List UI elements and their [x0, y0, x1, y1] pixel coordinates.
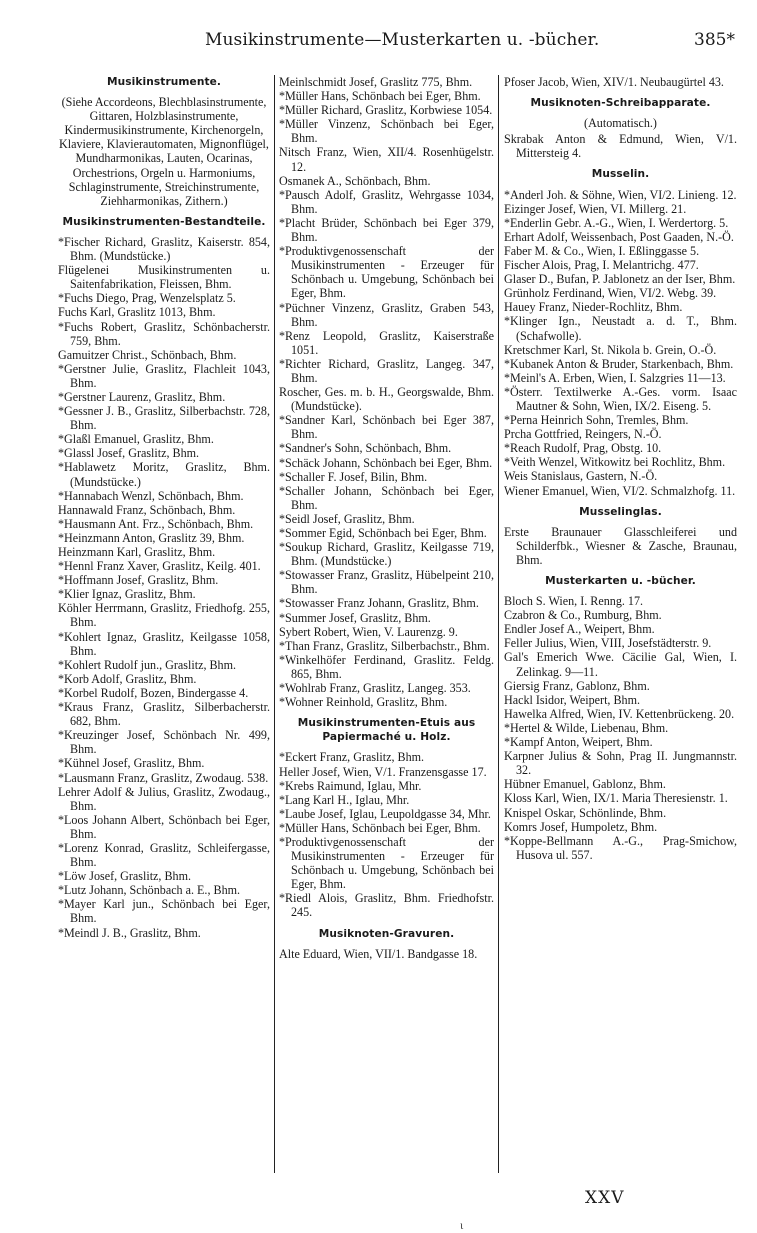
- column-divider-2: [498, 75, 499, 1173]
- directory-entry: *Perna Heinrich Sohn, Tremles, Bhm.: [504, 413, 689, 428]
- directory-entry: *Schaller Johann, Schönbach bei Eger, Bhm.: [279, 483, 494, 512]
- directory-entry: Glaser D., Bufan, P. Jablonetz an der Iser, Bhm.: [504, 272, 736, 287]
- directory-entry: *Eckert Franz, Graslitz, Bhm.: [279, 750, 425, 765]
- directory-entry: *Meinl's A. Erben, Wien, I. Salzgries 11—13.: [504, 370, 726, 385]
- directory-entry: Grünholz Ferdinand, Wien, VI/2. Webg. 39.: [504, 286, 717, 301]
- directory-entry: *Stowasser Franz, Graslitz, Hübelpeint 210, Bhm.: [279, 568, 494, 597]
- directory-entry: Meinlschmidt Josef, Graslitz 775, Bhm.: [279, 75, 473, 89]
- directory-entry: *Reach Rudolf, Prag, Obstg. 10.: [504, 441, 662, 456]
- directory-entry: Knispel Oskar, Schönlinde, Bhm.: [504, 805, 667, 820]
- directory-entry: Erhart Adolf, Weissenbach, Post Gaaden, N.-Ö.: [504, 229, 734, 244]
- directory-entry: *Püchner Vinzenz, Graslitz, Graben 543, Bhm.: [279, 300, 494, 329]
- cross-reference-note: (Siehe Accordeons, Blechblasinstrumente, Gittaren, Holzblasinstrumente, Kindermusikinstrumente, Kirchenorgeln, Klaviere, Klavierautomaten, Mignonflügel, Mundharmonikas, Lauten, Ocarinas, Orchestrions, Orgeln u. Harmoniums, Schlaginstrumente, Streichinstrumente, Ziehharmonikas, Zithern.): [59, 95, 269, 208]
- directory-entry: Roscher, Ges. m. b. H., Georgswalde, Bhm. (Mundstücke).: [279, 385, 494, 414]
- directory-entry: *Koppe-Bellmann A.-G., Prag-Smichow, Husova ul. 557.: [504, 833, 737, 862]
- directory-entry: Wiener Emanuel, Wien, VI/2. Schmalzhofg. 11.: [504, 483, 736, 498]
- directory-entry: *Veith Wenzel, Witkowitz bei Rochlitz, Bhm.: [504, 455, 726, 470]
- directory-entry: Bloch S. Wien, I. Renng. 17.: [504, 594, 644, 609]
- directory-entry: *Fuchs Diego, Prag, Wenzelsplatz 5.: [58, 291, 236, 306]
- directory-entry: *Lutz Johann, Schönbach a. E., Bhm.: [58, 883, 241, 898]
- column-right: [504, 75, 737, 862]
- directory-entry: *Kubanek Anton & Bruder, Starkenbach, Bhm.: [504, 356, 734, 371]
- directory-entry: Weis Stanislaus, Gastern, N.-Ö.: [504, 469, 658, 484]
- directory-entry: *Kühnel Josef, Graslitz, Bhm.: [58, 756, 205, 771]
- directory-entry: *Than Franz, Graslitz, Silberbachstr., Bhm.: [279, 638, 490, 653]
- directory-entry: Hannawald Franz, Schönbach, Bhm.: [58, 502, 236, 517]
- directory-entry: *Pausch Adolf, Graslitz, Wehrgasse 1034, Bhm.: [279, 187, 494, 216]
- directory-entry: Osmanek A., Schönbach, Bhm.: [279, 173, 431, 188]
- directory-entry: *Lang Karl H., Iglau, Mhr.: [279, 792, 410, 807]
- directory-entry: *Stowasser Franz Johann, Graslitz, Bhm.: [279, 596, 479, 611]
- page-number: 385*: [694, 30, 735, 50]
- directory-entry: *Heinzmann Anton, Graslitz 39, Bhm.: [58, 530, 245, 545]
- directory-entry: *Krebs Raimund, Iglau, Mhr.: [279, 778, 422, 793]
- directory-entry: *Hoffmann Josef, Graslitz, Bhm.: [58, 573, 219, 588]
- directory-entry: Endler Josef A., Weipert, Bhm.: [504, 622, 655, 637]
- directory-entry: *Löw Josef, Graslitz, Bhm.: [58, 869, 192, 884]
- section-heading: Musikinstrumenten-Etuis aus Papiermaché u. Holz.: [297, 717, 476, 744]
- directory-entry: *Glassl Josef, Graslitz, Bhm.: [58, 446, 200, 461]
- directory-entry: *Österr. Textilwerke A.-Ges. vorm. Isaac Mautner & Sohn, Wien, IX/2. Eiseng. 5.: [504, 384, 737, 413]
- section-note: (Automatisch.): [584, 116, 657, 131]
- directory-entry: Skrabak Anton & Edmund, Wien, V/1. Mittersteig 4.: [504, 132, 737, 161]
- directory-entry: *Sommer Egid, Schönbach bei Eger, Bhm.: [279, 526, 487, 540]
- directory-entry: Kretschmer Karl, St. Nikola b. Grein, O.-Ö.: [504, 342, 717, 357]
- directory-entry: Heller Josef, Wien, V/1. Franzensgasse 17.: [279, 764, 487, 779]
- section-heading: Musikinstrumente.: [106, 76, 222, 88]
- directory-entry: *Kraus Franz, Graslitz, Silberbacherstr. 682, Bhm.: [58, 700, 270, 729]
- directory-entry: Kloss Karl, Wien, IX/1. Maria Theresienstr. 1.: [504, 791, 728, 806]
- directory-entry: *Korb Adolf, Graslitz, Bhm.: [58, 671, 197, 686]
- directory-entry: Faber M. & Co., Wien, I. Eßlinggasse 5.: [504, 243, 700, 258]
- directory-entry: *Kreuzinger Josef, Schönbach Nr. 499, Bhm.: [58, 728, 270, 757]
- column-left: [58, 75, 270, 940]
- signature-mark: XXV: [585, 1188, 625, 1208]
- directory-entry: Heinzmann Karl, Graslitz, Bhm.: [58, 545, 216, 559]
- directory-entry: *Meindl J. B., Graslitz, Bhm.: [58, 925, 201, 940]
- directory-entry: Hackl Isidor, Weipert, Bhm.: [504, 692, 641, 707]
- directory-entry: *Kohlert Rudolf jun., Graslitz, Bhm.: [58, 657, 237, 672]
- directory-entry: Komrs Josef, Humpoletz, Bhm.: [504, 819, 658, 834]
- directory-entry: *Placht Brüder, Schönbach bei Eger 379, Bhm.: [279, 215, 494, 245]
- directory-entry: Gamuitzer Christ., Schönbach, Bhm.: [58, 347, 237, 362]
- directory-entry: *Fuchs Robert, Graslitz, Schönbacherstr. 759, Bhm.: [58, 319, 270, 348]
- column-divider-1: [274, 75, 275, 1173]
- section-heading: Musselin.: [591, 168, 650, 181]
- directory-entry: *Hausmann Ant. Frz., Schönbach, Bhm.: [58, 516, 254, 531]
- directory-entry: Feller Julius, Wien, VIII, Josefstädterstr. 9.: [504, 636, 712, 651]
- section-heading: Musiknoten-Gravuren.: [318, 927, 455, 940]
- directory-entry: *Korbel Rudolf, Bozen, Bindergasse 4.: [58, 685, 249, 700]
- directory-entry: *Seidl Josef, Graslitz, Bhm.: [279, 511, 415, 526]
- directory-entry: Eizinger Josef, Wien, VI. Millerg. 21.: [504, 201, 687, 216]
- directory-entry: Nitsch Franz, Wien, XII/4. Rosenhügelstr. 12.: [279, 145, 494, 174]
- directory-entry: *Laube Josef, Iglau, Leupoldgasse 34, Mhr.: [279, 806, 491, 821]
- section-heading: Musterkarten u. -bücher.: [545, 575, 696, 587]
- directory-entry: *Hannabach Wenzl, Schönbach, Bhm.: [58, 488, 244, 503]
- directory-entry: *Müller Hans, Schönbach bei Eger, Bhm.: [279, 820, 481, 835]
- columns: [58, 75, 738, 1185]
- directory-entry: Flügelenei Musikinstrumenten u. Saitenfabrikation, Fleissen, Bhm.: [58, 263, 270, 292]
- directory-entry: Czabron & Co., Rumburg, Bhm.: [504, 608, 662, 623]
- directory-entry: *Wohlrab Franz, Graslitz, Langeg. 353.: [279, 681, 471, 696]
- directory-entry: *Kohlert Ignaz, Graslitz, Keilgasse 1058, Bhm.: [58, 629, 270, 658]
- directory-entry: Pfoser Jacob, Wien, XIV/1. Neubaugürtel 43.: [504, 75, 724, 89]
- directory-entry: *Summer Josef, Graslitz, Bhm.: [279, 610, 431, 625]
- section-heading: Musiknoten-Schreibapparate.: [530, 97, 711, 110]
- directory-entry: *Soukup Richard, Graslitz, Keilgasse 719, Bhm. (Mundstücke.): [279, 540, 494, 569]
- directory-entry: *Lausmann Franz, Graslitz, Zwodaug. 538.: [58, 770, 269, 785]
- directory-entry: Lehrer Adolf & Julius, Graslitz, Zwodaug., Bhm.: [58, 784, 270, 813]
- directory-entry: *Gessner J. B., Graslitz, Silberbachstr. 728, Bhm.: [58, 404, 270, 433]
- directory-entry: Giersig Franz, Gablonz, Bhm.: [504, 678, 650, 693]
- directory-entry: Hawelka Alfred, Wien, IV. Kettenbrückeng. 20.: [504, 706, 735, 721]
- directory-entry: *Müller Richard, Graslitz, Korbwiese 1054.: [279, 103, 493, 118]
- directory-entry: *Hennl Franz Xaver, Graslitz, Keilg. 401.: [58, 559, 261, 574]
- directory-entry: *Riedl Alois, Graslitz, Bhm. Friedhofstr. 245.: [279, 891, 494, 920]
- directory-entry: *Mayer Karl jun., Schönbach bei Eger, Bhm.: [58, 897, 270, 926]
- directory-entry: *Schäck Johann, Schönbach bei Eger, Bhm.: [279, 455, 493, 470]
- directory-entry: *Enderlin Gebr. A.-G., Wien, I. Werdertorg. 5.: [504, 215, 729, 230]
- directory-entry: *Hertel & Wilde, Liebenau, Bhm.: [504, 720, 669, 735]
- directory-entry: *Kampf Anton, Weipert, Bhm.: [504, 735, 653, 750]
- directory-entry: *Anderl Joh. & Söhne, Wien, VI/2. Linieng. 12.: [504, 187, 737, 202]
- directory-entry: *Müller Vinzenz, Schönbach bei Eger, Bhm.: [279, 117, 494, 146]
- directory-entry: *Renz Leopold, Graslitz, Kaiserstraße 1051.: [279, 328, 494, 357]
- directory-entry: *Schaller F. Josef, Bilin, Bhm.: [279, 469, 428, 484]
- directory-entry: *Gerstner Laurenz, Graslitz, Bhm.: [58, 389, 226, 404]
- header-title: Musikinstrumente—Musterkarten u. -bücher.: [205, 30, 600, 50]
- directory-entry: *Richter Richard, Graslitz, Langeg. 347, Bhm.: [279, 356, 494, 385]
- directory-entry: Hübner Emanuel, Gablonz, Bhm.: [504, 777, 666, 792]
- directory-entry: Karpner Julius & Sohn, Prag II. Jungmannstr. 32.: [504, 749, 737, 778]
- directory-entry: Sybert Robert, Wien, V. Laurenzg. 9.: [279, 624, 458, 639]
- directory-entry: *Loos Johann Albert, Schönbach bei Eger, Bhm.: [58, 812, 270, 841]
- directory-entry: *Produktivgenossenschaft der Musikinstrumenten - Erzeuger für Schönbach u. Umgebung, Schönbach bei Eger, Bhm.: [279, 244, 494, 301]
- directory-entry: *Fischer Richard, Graslitz, Kaiserstr. 854, Bhm. (Mundstücke.): [58, 234, 270, 264]
- directory-entry: Prcha Gottfried, Reingers, N.-Ö.: [504, 427, 662, 442]
- directory-entry: *Wohner Reinhold, Graslitz, Bhm.: [279, 695, 448, 710]
- stray-mark: ι: [460, 1218, 464, 1232]
- directory-entry: Fuchs Karl, Graslitz 1013, Bhm.: [58, 305, 216, 320]
- directory-entry: *Gerstner Julie, Graslitz, Flachleit 1043, Bhm.: [58, 361, 270, 390]
- directory-entry: Gal's Emerich Wwe. Cäcilie Gal, Wien, I. Zelinkag. 9—11.: [504, 650, 737, 679]
- section-heading: Musikinstrumenten-Bestandteile.: [62, 215, 266, 228]
- directory-entry: Köhler Herrmann, Graslitz, Friedhofg. 255, Bhm.: [58, 601, 270, 630]
- directory-entry: *Sandner Karl, Schönbach bei Eger 387, Bhm.: [279, 413, 494, 442]
- directory-entry: *Sandner's Sohn, Schönbach, Bhm.: [279, 441, 452, 456]
- directory-entry: *Winkelhöfer Ferdinand, Graslitz. Feldg. 865, Bhm.: [279, 652, 494, 681]
- directory-entry: *Glaßl Emanuel, Graslitz, Bhm.: [58, 432, 214, 447]
- running-header: [55, 30, 735, 60]
- directory-entry: *Müller Hans, Schönbach bei Eger, Bhm.: [279, 89, 481, 104]
- column-middle: [279, 75, 494, 961]
- directory-entry: *Klinger Ign., Neustadt a. d. T., Bhm. (Schafwolle).: [504, 314, 737, 343]
- directory-entry: Fischer Alois, Prag, I. Melantrichg. 477.: [504, 258, 699, 273]
- directory-entry: *Produktivgenossenschaft der Musikinstrumenten - Erzeuger für Schönbach u. Umgebung, Schönbach bei Eger, Bhm.: [279, 834, 494, 892]
- directory-entry: Alte Eduard, Wien, VII/1. Bandgasse 18.: [279, 946, 478, 961]
- directory-entry: Hauey Franz, Nieder-Rochlitz, Bhm.: [504, 300, 683, 315]
- directory-entry: *Lorenz Konrad, Graslitz, Schleifergasse, Bhm.: [58, 840, 270, 870]
- directory-entry: *Klier Ignaz, Graslitz, Bhm.: [58, 587, 196, 602]
- section-heading: Musselinglas.: [579, 505, 662, 518]
- directory-entry: Erste Braunauer Glasschleiferei und Schilderfbk., Wiesner & Zasche, Braunau, Bhm.: [504, 524, 737, 567]
- directory-entry: *Hablawetz Moritz, Graslitz, Bhm. (Mundstücke.): [58, 460, 270, 489]
